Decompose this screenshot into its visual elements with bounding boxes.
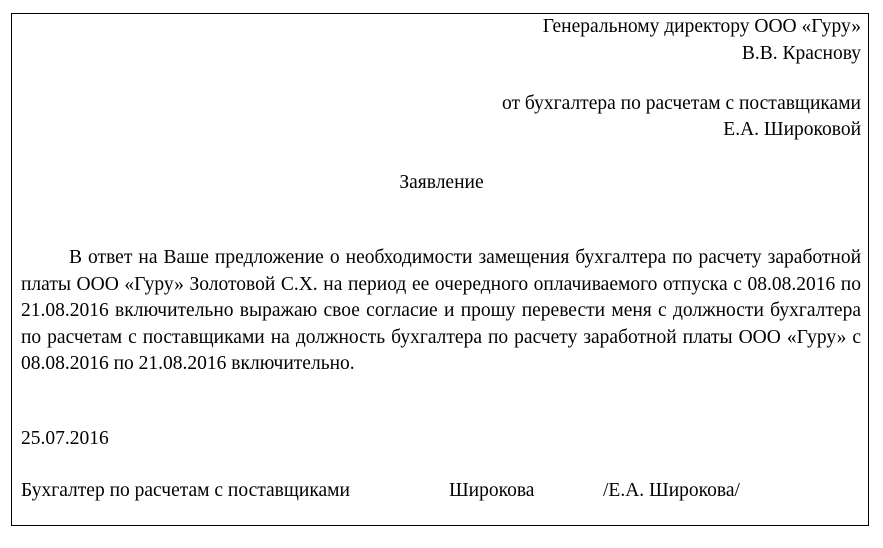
document-body: В ответ на Ваше предложение о необходимости замещения бухгалтера по расчету заработной платы ООО «Гуру» Золотовой С.Х. на период ее очередного оплачиваемого отпуска с 08.08.2016 по 21.08.2016 включительно выражаю свое согласие и прошу перевести меня с должности бухгалтера по расчетам с поставщиками на должность бухгалтера по расчету заработной платы ООО «Гуру» с 08.08.2016 по 21.08.2016 включительно. bbox=[21, 247, 861, 374]
document-title: Заявление bbox=[399, 172, 484, 193]
from-line-2: Е.А. Широковой bbox=[723, 119, 861, 140]
signature-handwritten: Широкова bbox=[449, 480, 535, 501]
from-line-1: от бухгалтера по расчетам с поставщиками bbox=[502, 93, 861, 114]
signature-full-name: /Е.А. Широкова/ bbox=[603, 480, 740, 501]
document-date: 25.07.2016 bbox=[21, 428, 109, 449]
addressee-line-1: Генеральному директору ООО «Гуру» bbox=[542, 16, 861, 37]
addressee-line-2: В.В. Краснову bbox=[741, 43, 861, 64]
signature-position: Бухгалтер по расчетам с поставщиками bbox=[21, 480, 350, 501]
